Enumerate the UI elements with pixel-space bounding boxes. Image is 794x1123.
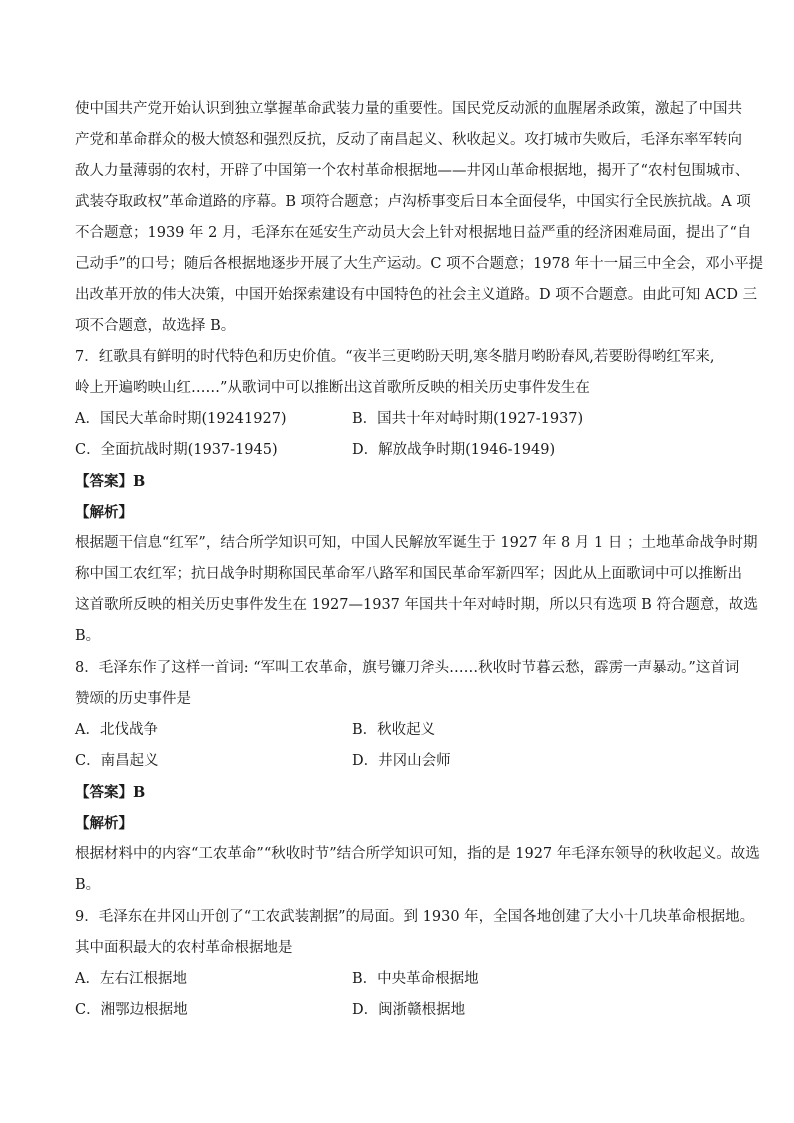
text-line: 岭上开遍哟映山红……”从歌词中可以推断出这首歌所反映的相关历史事件发生在 <box>75 380 590 396</box>
text-line: 其中面积最大的农村革命根据地是 <box>75 940 293 956</box>
text-line: B。 <box>75 628 101 644</box>
q8-analysis <box>75 839 760 901</box>
q9-option-c: C．湘鄂边根据地 <box>75 1002 188 1018</box>
q9-option-b: B．中央革命根据地 <box>352 971 479 987</box>
q7-option-d: D．解放战争时期(1946-1949) <box>352 442 556 458</box>
q8-option-a: A．北伐战争 <box>75 722 158 738</box>
text-line: 9．毛泽东在井冈山开创了“工农武装割据”的局面。到 1930 年，全国各地创建了大小十几块革命根据地。 <box>75 909 755 925</box>
text-line: 武装夺取政权”革命道路的序幕。B 项符合题意；卢沟桥事变后日本全面侵华，中国实行全民族抗战。A 项 <box>75 194 751 210</box>
q7-analysis-label: 【解析】 <box>75 504 133 521</box>
text-line: 称中国工农红军；抗日战争时期称国民革命军八路军和国民革命军新四军；因此从上面歌词中可以推断出 <box>75 566 742 582</box>
q8-option-c: C．南昌起义 <box>75 753 159 769</box>
text-line: 出改革开放的伟大决策，中国开始探索建设有中国特色的社会主义道路。D 项不合题意。由此可知 ACD 三 <box>75 287 758 303</box>
text-line: 8．毛泽东作了这样一首词: “军叫工农革命，旗号镰刀斧头……秋收时节暮云愁，霹雳一声暴动。”这首词 <box>75 660 740 676</box>
q9-option-d: D．闽浙赣根据地 <box>352 1002 466 1018</box>
q7-answer: 【答案】B <box>75 473 146 490</box>
question-9-stem <box>75 902 755 964</box>
text-line: 不合题意；1939 年 2 月，毛泽东在延安生产动员大会上针对根据地日益严重的经济困难局面，提出了“自 <box>75 225 752 241</box>
q7-option-b: B．国共十年对峙时期(1927-1937) <box>352 411 584 427</box>
text-line: 根据材料中的内容“工农革命”“秋收时节”结合所学知识可知，指的是 1927 年毛泽东领导的秋收起义。故选 <box>75 846 760 862</box>
text-line: 己动手”的口号；随后各根据地逐步开展了大生产运动。C 项不合题意；1978 年十一届三中全会，邓小平提 <box>75 256 764 272</box>
q7-analysis <box>75 528 758 652</box>
text-line: 7．红歌具有鲜明的时代特色和历史价值。“夜半三更哟盼天明,寒冬腊月哟盼春风,若要盼得哟红军来, <box>75 349 715 365</box>
text-line: 使中国共产党开始认识到独立掌握革命武装力量的重要性。国民党反动派的血腥屠杀政策，激起了中国共 <box>75 101 742 117</box>
q8-option-b: B．秋收起义 <box>352 722 436 738</box>
text-line: 敌人力量薄弱的农村，开辟了中国第一个农村革命根据地——井冈山革命根据地，揭开了“农村包围城市、 <box>75 163 750 179</box>
text-line: 赞颂的历史事件是 <box>75 691 191 707</box>
q9-option-a: A．左右江根据地 <box>75 971 187 987</box>
text-line: 这首歌所反映的相关历史事件发生在 1927—1937 年国共十年对峙时期，所以只有选项 B 符合题意，故选 <box>75 597 758 613</box>
q8-analysis-label: 【解析】 <box>75 815 133 832</box>
text-line: B。 <box>75 877 101 893</box>
question-7-stem <box>75 342 725 404</box>
text-line: 根据题干信息“红军”，结合所学知识可知，中国人民解放军诞生于 1927 年 8 月 1 日 ；土地革命战争时期 <box>75 535 758 551</box>
q7-option-c: C．全面抗战时期(1937-1945) <box>75 442 278 458</box>
q8-option-d: D．井冈山会师 <box>352 753 451 769</box>
q7-option-a: A．国民大革命时期(19241927) <box>75 411 287 427</box>
q8-answer: 【答案】B <box>75 784 146 801</box>
question-8-stem <box>75 653 740 715</box>
text-line: 项不合题意，故选择 B。 <box>75 318 236 334</box>
explanation-q6 <box>75 94 764 342</box>
text-line: 产党和革命群众的极大愤怒和强烈反抗，反动了南昌起义、秋收起义。攻打城市失败后，毛泽东率军转向 <box>75 132 742 148</box>
